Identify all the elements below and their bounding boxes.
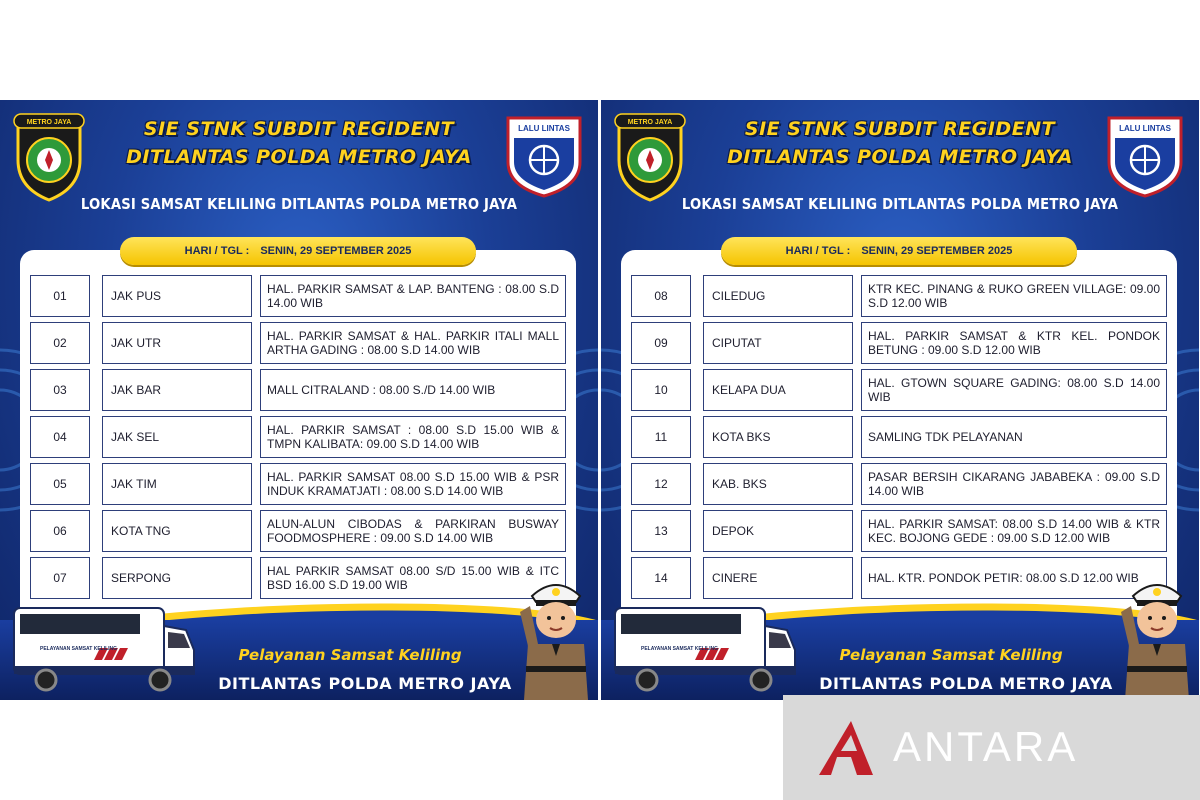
row-location: KTR KEC. PINANG & RUKO GREEN VILLAGE: 09.00 S.D 12.00 WIB (861, 275, 1167, 317)
bus-label: PELAYANAN SAMSAT KELILING (641, 646, 719, 652)
date-label: HARI / TGL : (785, 245, 851, 257)
row-location: HAL. PARKIR SAMSAT & LAP. BANTENG : 08.00 S.D 14.00 WIB (260, 275, 566, 317)
row-number: 14 (631, 557, 691, 599)
footer-title: DITLANTAS POLDA METRO JAYA (819, 674, 1113, 693)
bus-label: PELAYANAN SAMSAT KELILING (40, 646, 118, 652)
antara-logo-icon (811, 713, 881, 783)
row-number: 02 (30, 322, 90, 364)
row-location: HAL PARKIR SAMSAT 08.00 S/D 15.00 WIB & ITC BSD 16.00 S.D 19.00 WIB (260, 557, 566, 599)
header-subtitle: LOKASI SAMSAT KELILING DITLANTAS POLDA METRO JAYA (80, 195, 518, 213)
row-location: HAL. PARKIR SAMSAT & HAL. PARKIR ITALI MALL ARTHA GADING : 08.00 S.D 14.00 WIB (260, 322, 566, 364)
row-location: ALUN-ALUN CIBODAS & PARKIRAN BUSWAY FOODMOSPHERE : 09.00 S.D 14.00 WIB (260, 510, 566, 552)
row-region: CILEDUG (703, 275, 853, 317)
row-number: 08 (631, 275, 691, 317)
table-row (30, 416, 568, 458)
row-region: JAK BAR (102, 369, 252, 411)
table-row (631, 275, 1169, 317)
table-row (30, 510, 568, 552)
footer-title: DITLANTAS POLDA METRO JAYA (218, 674, 512, 693)
row-number: 10 (631, 369, 691, 411)
row-region: JAK PUS (102, 275, 252, 317)
date-label: HARI / TGL : (184, 245, 250, 257)
police-logo-text: METRO JAYA (26, 119, 72, 126)
row-location: HAL. PARKIR SAMSAT & KTR KEL. PONDOK BETUNG : 09.00 S.D 12.00 WIB (861, 322, 1167, 364)
poster-left (0, 100, 598, 700)
row-region: CINERE (703, 557, 853, 599)
date-pill (120, 237, 476, 265)
row-region: JAK TIM (102, 463, 252, 505)
police-badge-logo (10, 110, 88, 202)
row-location: MALL CITRALAND : 08.00 S./D 14.00 WIB (260, 369, 566, 411)
table-row (631, 557, 1169, 599)
row-number: 04 (30, 416, 90, 458)
antara-watermark (783, 695, 1200, 800)
traffic-logo-text: LALU LINTAS (1119, 124, 1171, 133)
police-officer-mascot (1117, 572, 1197, 700)
traffic-logo-text: LALU LINTAS (518, 124, 570, 133)
police-officer-mascot (516, 572, 596, 700)
row-location: HAL. PARKIR SAMSAT: 08.00 S.D 14.00 WIB & KTR KEC. BOJONG GEDE : 09.00 S.D 12.00 WIB (861, 510, 1167, 552)
row-number: 06 (30, 510, 90, 552)
table-row (30, 322, 568, 364)
traffic-police-logo (1105, 112, 1185, 198)
table-row (631, 463, 1169, 505)
row-region: JAK SEL (102, 416, 252, 458)
row-region: SERPONG (102, 557, 252, 599)
row-region: KOTA TNG (102, 510, 252, 552)
header-title-line2: DITLANTAS POLDA METRO JAYA (126, 146, 472, 168)
table-row (631, 322, 1169, 364)
traffic-police-logo (504, 112, 584, 198)
table-row (631, 416, 1169, 458)
row-number: 01 (30, 275, 90, 317)
date-value: SENIN, 29 SEPTEMBER 2025 (861, 245, 1013, 257)
row-number: 13 (631, 510, 691, 552)
header-title-line2: DITLANTAS POLDA METRO JAYA (727, 146, 1073, 168)
row-region: KOTA BKS (703, 416, 853, 458)
table-row (30, 557, 568, 599)
table-row (30, 275, 568, 317)
poster-right (601, 100, 1199, 700)
row-region: KELAPA DUA (703, 369, 853, 411)
row-location: HAL. KTR. PONDOK PETIR: 08.00 S.D 12.00 WIB (861, 557, 1167, 599)
row-number: 09 (631, 322, 691, 364)
table-row (30, 369, 568, 411)
row-region: JAK UTR (102, 322, 252, 364)
antara-watermark-text: ANTARA (893, 723, 1079, 770)
date-pill (721, 237, 1077, 265)
row-number: 05 (30, 463, 90, 505)
table-row (631, 510, 1169, 552)
row-number: 03 (30, 369, 90, 411)
police-badge-logo (611, 110, 689, 202)
row-location: HAL. PARKIR SAMSAT 08.00 S.D 15.00 WIB & PSR INDUK KRAMATJATI : 08.00 S.D 14.00 WIB (260, 463, 566, 505)
table-row (631, 369, 1169, 411)
row-location: HAL. GTOWN SQUARE GADING: 08.00 S.D 14.00 WIB (861, 369, 1167, 411)
police-logo-text: METRO JAYA (627, 119, 673, 126)
row-region: KAB. BKS (703, 463, 853, 505)
header-title-line1: SIE STNK SUBDIT REGIDENT (143, 118, 455, 140)
row-region: DEPOK (703, 510, 853, 552)
row-region: CIPUTAT (703, 322, 853, 364)
row-number: 12 (631, 463, 691, 505)
row-location: PASAR BERSIH CIKARANG JABABEKA : 09.00 S.D 14.00 WIB (861, 463, 1167, 505)
row-number: 11 (631, 416, 691, 458)
row-location: SAMLING TDK PELAYANAN (861, 416, 1167, 458)
row-number: 07 (30, 557, 90, 599)
footer-tagline: Pelayanan Samsat Keliling (238, 646, 462, 664)
footer-tagline: Pelayanan Samsat Keliling (839, 646, 1063, 664)
header-title-line1: SIE STNK SUBDIT REGIDENT (744, 118, 1056, 140)
row-location: HAL. PARKIR SAMSAT : 08.00 S.D 15.00 WIB & TMPN KALIBATA: 09.00 S.D 14.00 WIB (260, 416, 566, 458)
date-value: SENIN, 29 SEPTEMBER 2025 (260, 245, 412, 257)
table-row (30, 463, 568, 505)
header-subtitle: LOKASI SAMSAT KELILING DITLANTAS POLDA METRO JAYA (681, 195, 1119, 213)
